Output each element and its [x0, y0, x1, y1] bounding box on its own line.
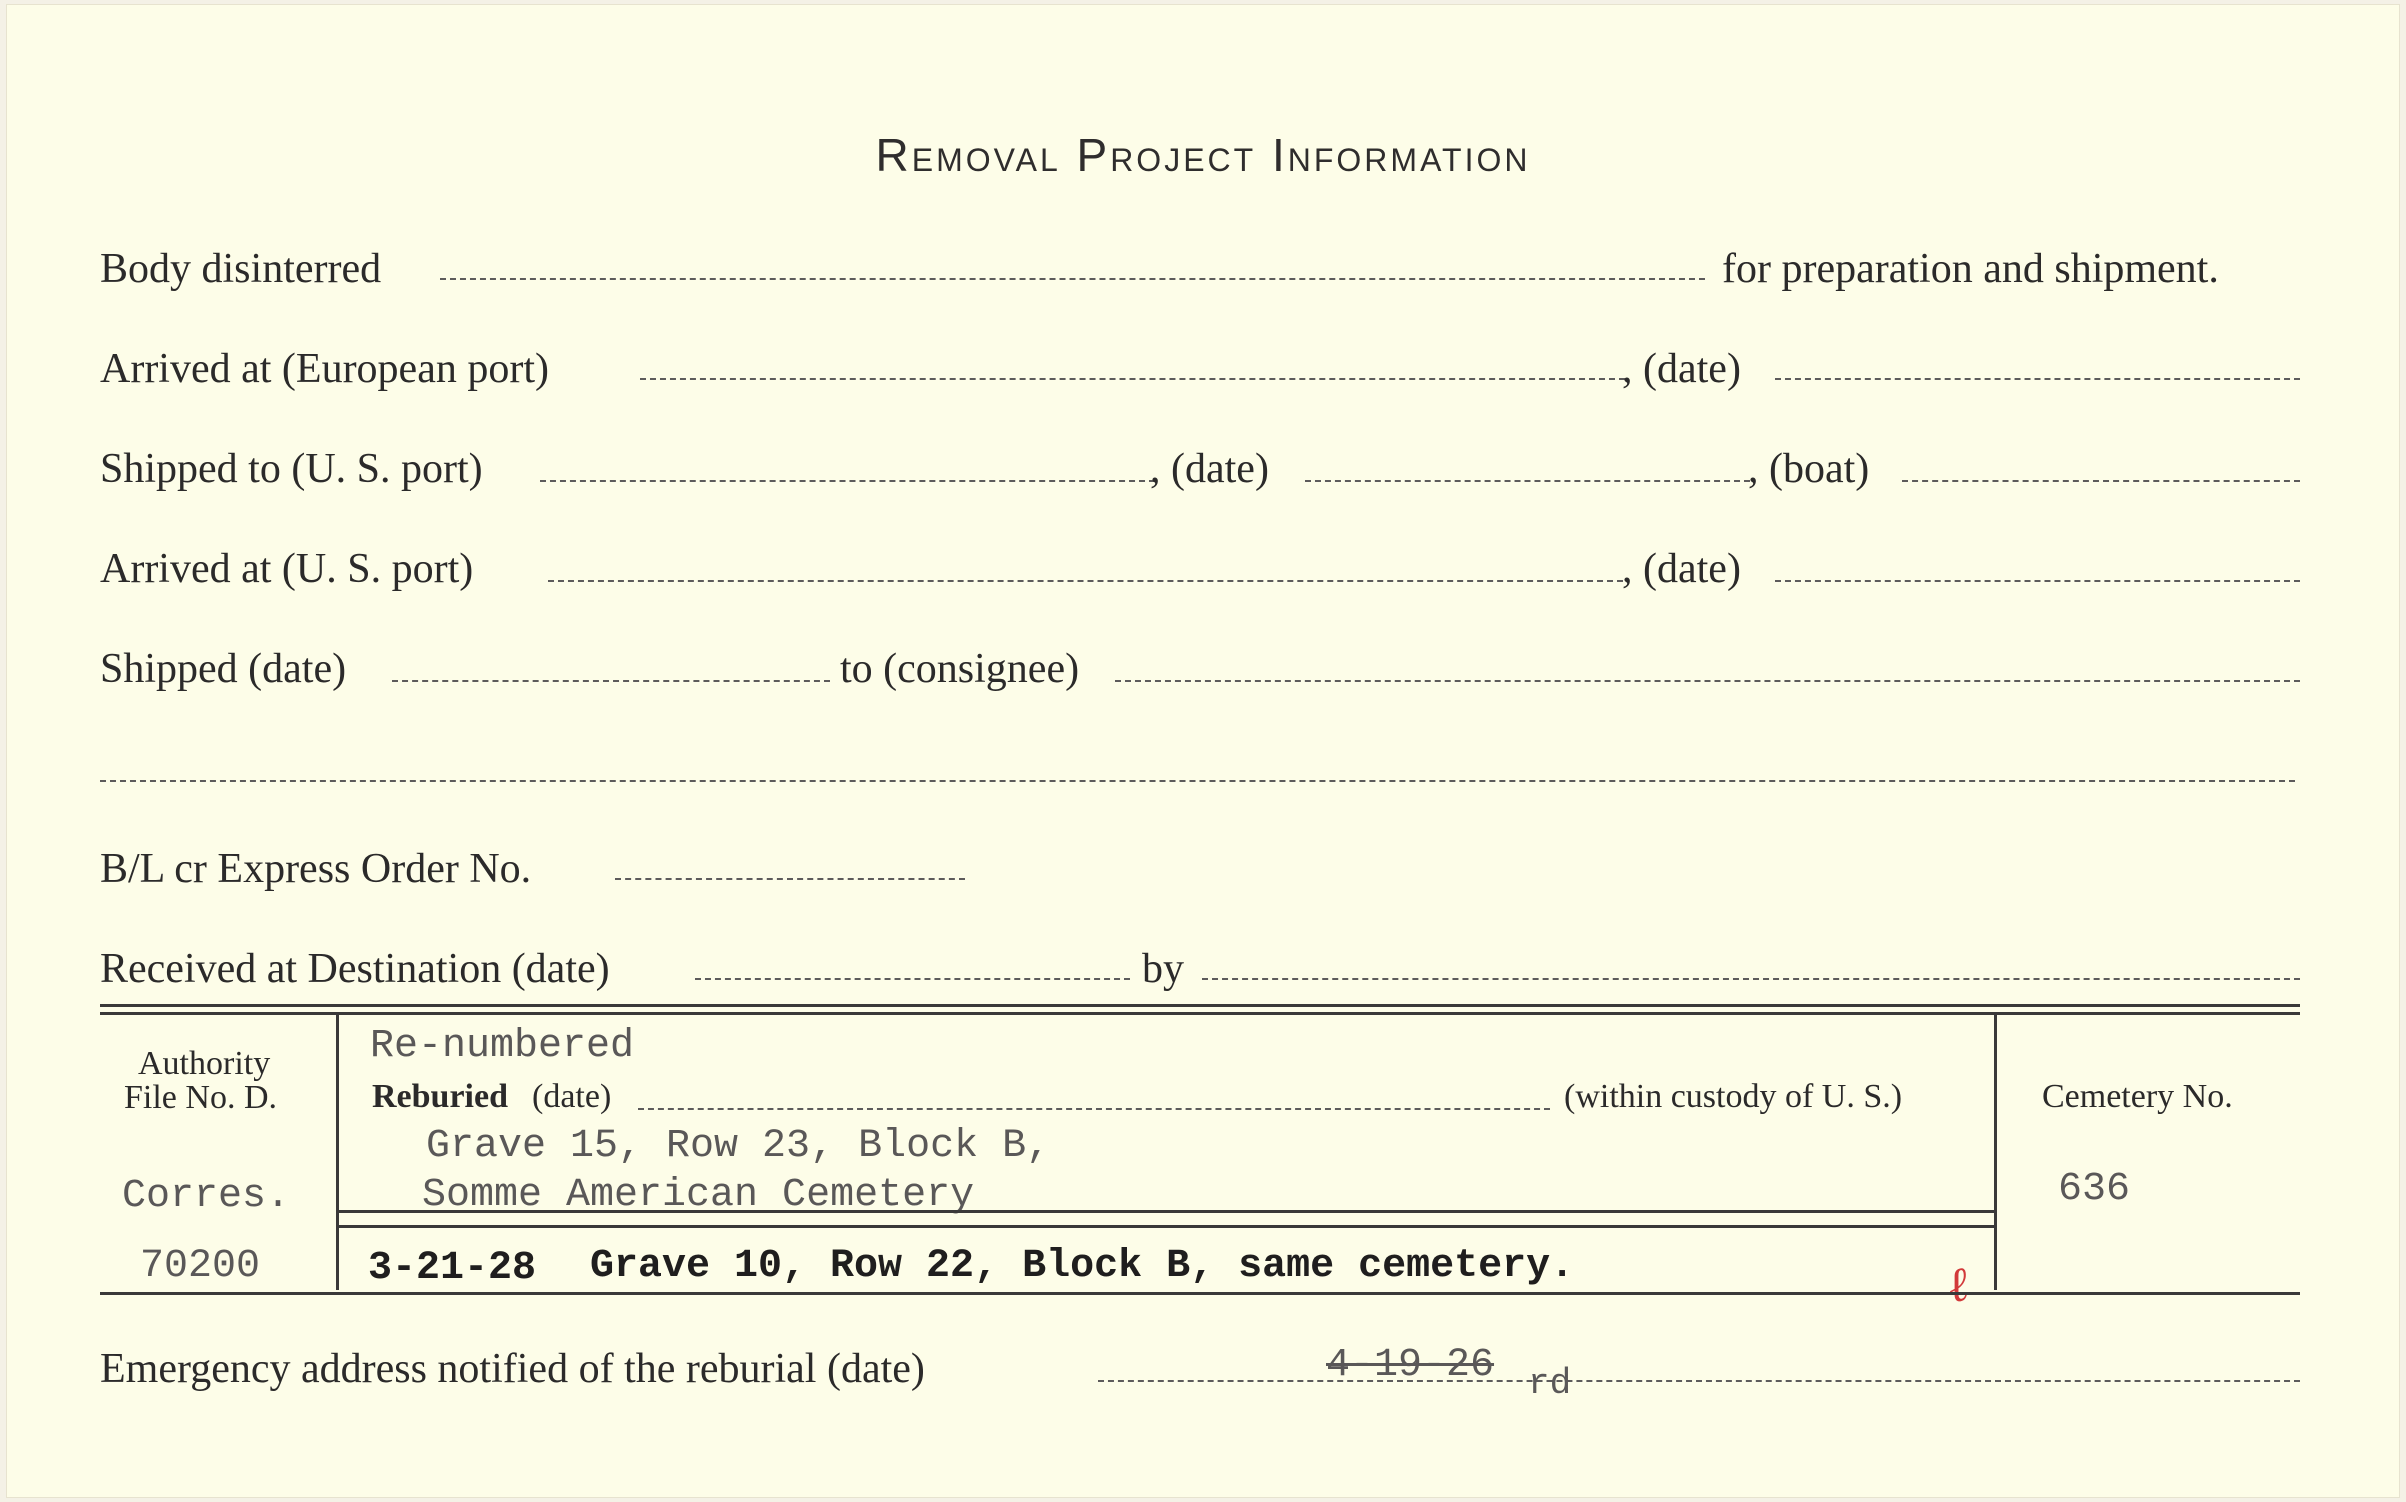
reburied-date-line: [638, 1108, 1550, 1110]
cemetery-no-label: Cemetery No.: [2042, 1078, 2233, 1115]
renumbered-text: Re-numbered: [370, 1024, 635, 1069]
grave-line-1: Grave 15, Row 23, Block B,: [426, 1124, 1051, 1169]
arrived-us-date-line: [1775, 580, 2300, 582]
emergency-date: 4-19-26: [1326, 1343, 1495, 1388]
emergency-line: [1098, 1380, 2300, 1382]
arrived-us-line: [548, 580, 1623, 582]
form-title: Removal Project Information: [875, 129, 1531, 181]
received-destination-line: [695, 978, 1130, 980]
boat-line: [1902, 480, 2300, 482]
consignee-continuation-line: [100, 780, 2295, 782]
box-top-rule-inner: [100, 1012, 2300, 1015]
body-disinterred-line: [440, 278, 1705, 280]
received-destination-label: Received at Destination (date): [100, 946, 610, 992]
entry-top-rule-2: [336, 1225, 1994, 1228]
box-bottom-rule: [100, 1292, 2300, 1295]
grave-line-2: Somme American Cemetery: [422, 1173, 975, 1218]
reburied-label: [372, 1080, 508, 1114]
arrived-european-label: Arrived at (European port): [100, 346, 549, 392]
arrived-european-date-label: , (date): [1622, 346, 1741, 392]
boat-label: , (boat): [1748, 446, 1870, 492]
reburied-date-label: (date): [532, 1078, 612, 1115]
entry-text: Grave 10, Row 22, Block B, same cemetery.: [590, 1244, 1575, 1289]
red-check-mark: ℓ: [1943, 1257, 1973, 1314]
arrived-us-date-label: , (date): [1622, 546, 1741, 592]
entry-date: 3-21-28: [368, 1246, 537, 1291]
shipped-to-date-label: , (date): [1150, 446, 1269, 492]
reburied-word: Reburied: [372, 1078, 508, 1115]
to-consignee-label: to (consignee): [840, 646, 1080, 692]
consignee-line: [1115, 680, 2300, 682]
shipped-to-date-line: [1305, 480, 1750, 482]
entry-top-rule: [336, 1210, 1994, 1213]
bl-express-line: [615, 878, 965, 880]
box-top-rule: [100, 1004, 2300, 1007]
box-right-divider: [1994, 1014, 1997, 1290]
by-label: by: [1142, 946, 1184, 992]
arrived-european-date-line: [1775, 378, 2300, 380]
shipped-to-label: Shipped to (U. S. port): [100, 446, 483, 492]
shipped-date-label: Shipped (date): [100, 646, 347, 692]
cemetery-number: 636: [2058, 1167, 2131, 1212]
file-no-label: File No. D.: [124, 1079, 277, 1116]
for-preparation-label: for preparation and shipment.: [1722, 246, 2219, 292]
authority-label: Authority: [138, 1045, 271, 1082]
emergency-label: Emergency address notified of the reburial (date): [100, 1346, 925, 1392]
shipped-date-line: [392, 680, 830, 682]
shipped-to-line: [540, 480, 1155, 482]
emergency-initials: rd: [1528, 1363, 1572, 1404]
arrived-us-label: Arrived at (U. S. port): [100, 546, 474, 592]
bl-express-label: B/L cr Express Order No.: [100, 846, 532, 892]
body-disinterred-label: Body disinterred: [100, 246, 382, 292]
within-custody-label: (within custody of U. S.): [1564, 1078, 1903, 1115]
box-left-divider: [336, 1014, 339, 1290]
corres-number: 70200: [140, 1244, 261, 1289]
arrived-european-line: [640, 378, 1625, 380]
corres-label: Corres.: [122, 1174, 291, 1219]
by-line: [1202, 978, 2300, 980]
